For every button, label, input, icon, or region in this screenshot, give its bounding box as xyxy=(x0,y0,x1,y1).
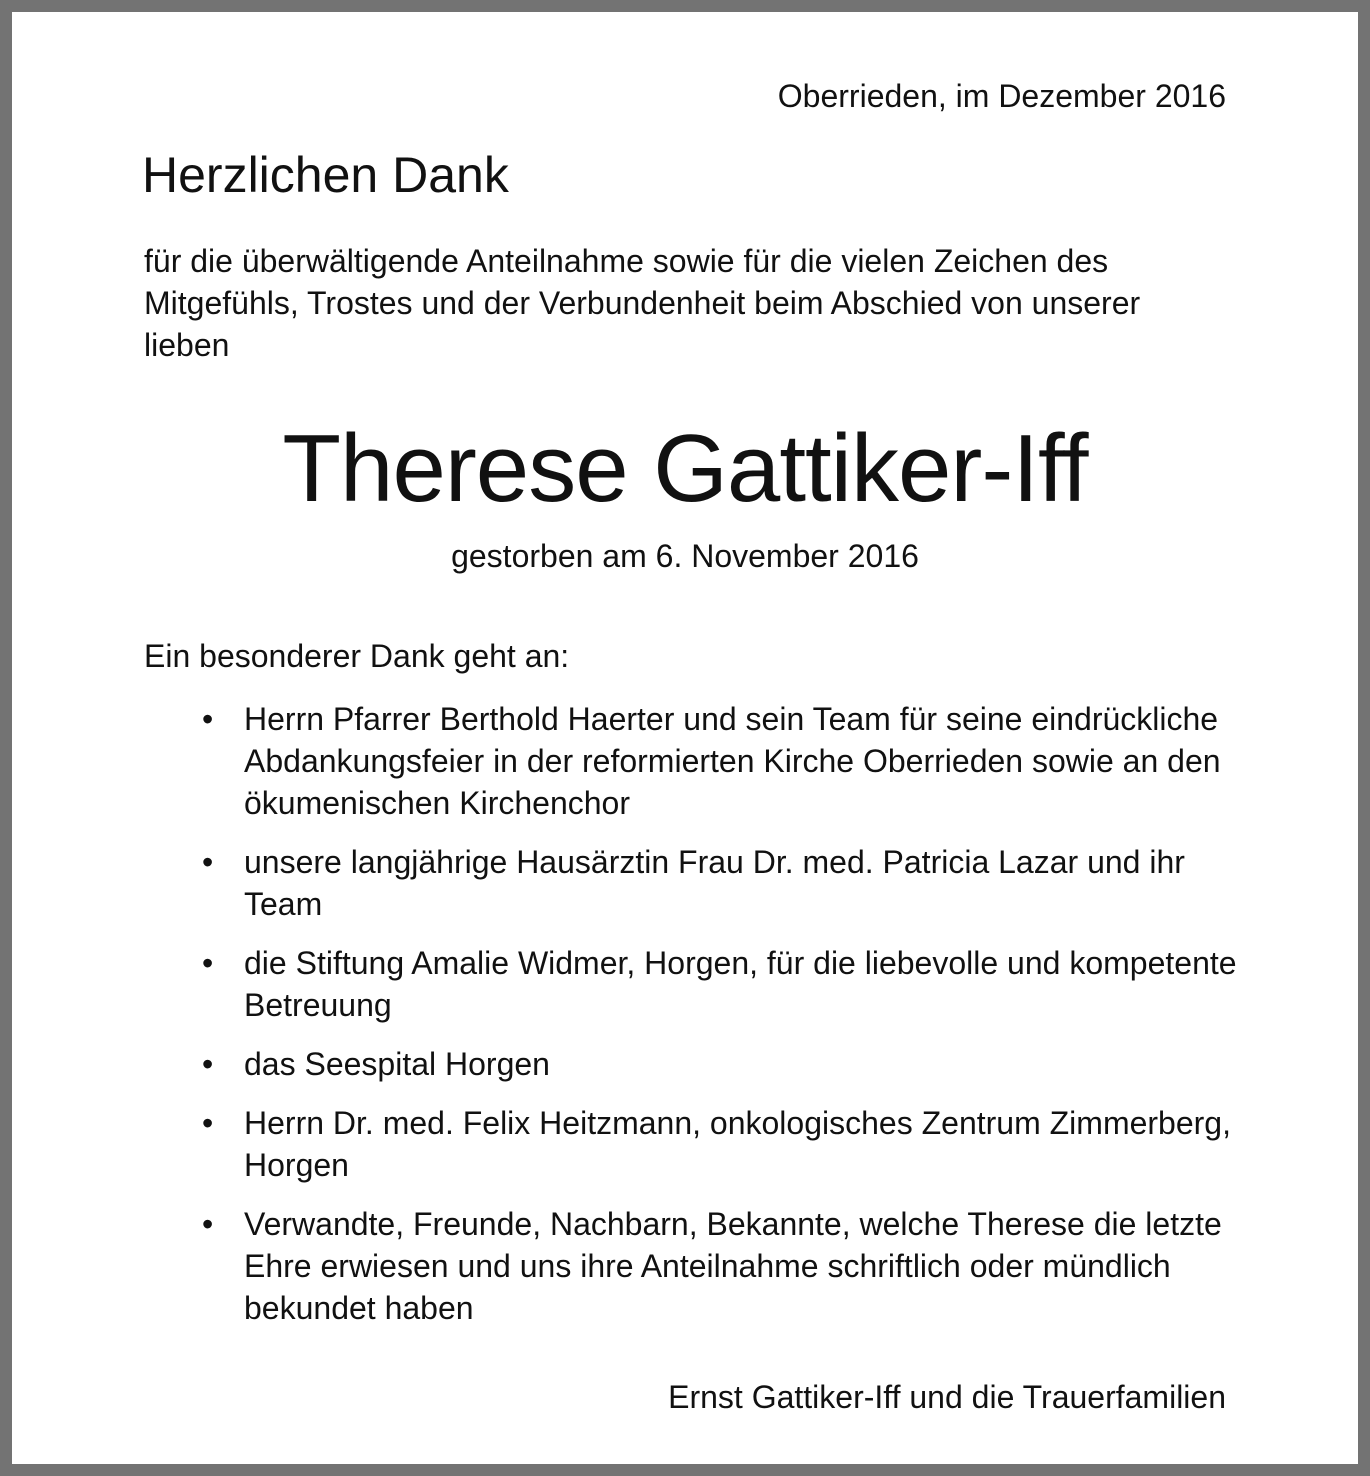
list-item xyxy=(202,1043,1252,1085)
death-date: gestorben am 6. November 2016 xyxy=(451,538,919,574)
bullet-icon: • xyxy=(202,1105,214,1141)
list-item xyxy=(202,1102,1252,1186)
bullet-icon: • xyxy=(202,1206,214,1242)
list-item-text: Herrn Pfarrer Berthold Haerter und sein Team für seine eindrückliche Abdankungsfeier in der reformierten Kirche Oberrieden sowie an den ökumenischen Kirchenchor xyxy=(244,701,1221,821)
bullet-icon: • xyxy=(202,844,214,880)
bullet-icon: • xyxy=(202,701,214,737)
list-item xyxy=(202,841,1252,925)
list-item xyxy=(202,1203,1252,1329)
signature: Ernst Gattiker-Iff und die Trauerfamilien xyxy=(668,1379,1226,1415)
bullet-icon: • xyxy=(202,945,214,981)
list-item xyxy=(202,698,1252,824)
list-item-text: die Stiftung Amalie Widmer, Horgen, für die liebevolle und kompetente Betreuung xyxy=(244,945,1237,1023)
intro-text: für die überwältigende Anteilnahme sowie für die vielen Zeichen des Mitgefühls, Trostes und der Verbundenheit beim Abschied von unserer lieben xyxy=(144,243,1141,363)
list-item-text: Herrn Dr. med. Felix Heitzmann, onkologisches Zentrum Zimmerberg, Horgen xyxy=(244,1105,1231,1183)
list-item xyxy=(202,942,1252,1026)
list-item-text: unsere langjährige Hausärztin Frau Dr. med. Patricia Lazar und ihr Team xyxy=(244,844,1185,922)
document-page xyxy=(12,12,1358,1464)
heading: Herzlichen Dank xyxy=(142,147,509,203)
bullet-icon: • xyxy=(202,1046,214,1082)
list-item-text: das Seespital Horgen xyxy=(244,1046,550,1082)
date-line: Oberrieden, im Dezember 2016 xyxy=(777,78,1226,114)
list-item-text: Verwandte, Freunde, Nachbarn, Bekannte, welche Therese die letzte Ehre erwiesen und uns ihre Anteilnahme schriftlich oder mündlich bekundet haben xyxy=(244,1206,1222,1326)
deceased-name: Therese Gattiker-Iff xyxy=(282,415,1088,522)
thanks-list xyxy=(202,698,1252,1346)
thanks-heading: Ein besonderer Dank geht an: xyxy=(144,638,570,674)
